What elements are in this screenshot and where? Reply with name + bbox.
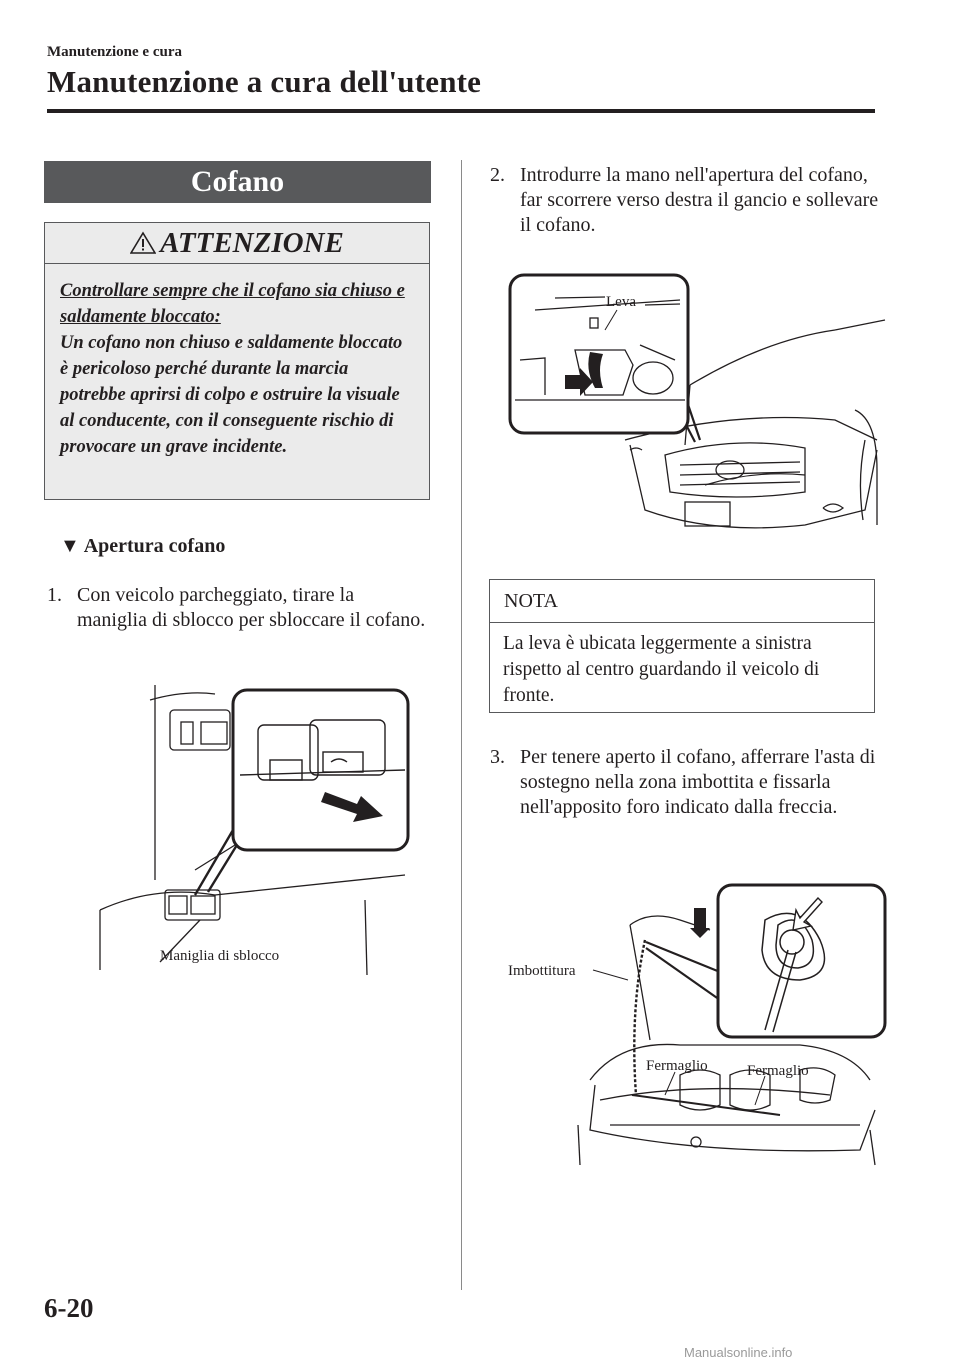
clip-label-1: Fermaglio [646, 1058, 708, 1074]
lever-label: Leva [606, 294, 636, 310]
release-handle-illustration [95, 680, 415, 975]
clip-label-2: Fermaglio [747, 1063, 809, 1079]
triangle-down-icon: ▼ [60, 535, 80, 557]
warning-box [44, 222, 430, 500]
note-heading: NOTA [490, 580, 874, 623]
note-text: La leva è ubicata leggermente a sinistra rispetto al centro guardando il veicolo di fronte. [503, 633, 820, 706]
step-text: Per tenere aperto il cofano, afferrare l'asta di sostegno nella zona imbottita e fissarla nell'apposito foro indicato dalla freccia. [520, 746, 876, 818]
warning-lead: Controllare sempre che il cofano sia chiuso e saldamente bloccato: [60, 281, 405, 327]
support-rod-illustration [500, 880, 890, 1170]
page-number: 6-20 [44, 1293, 94, 1323]
subsection-heading [60, 535, 225, 558]
step-number: 2. [490, 164, 505, 186]
column-divider [461, 160, 462, 1290]
footer-watermark: Manualsonline.info [684, 1345, 793, 1360]
page-title: Manutenzione a cura dell'utente [47, 64, 482, 99]
step-text: Introdurre la mano nell'apertura del cofano, far scorrere verso destra il gancio e sollevare il cofano. [520, 164, 879, 236]
padding-label: Imbottitura [508, 963, 576, 979]
section-title: Cofano [44, 161, 431, 203]
warning-heading: ATTENZIONE [160, 226, 344, 259]
warning-triangle-icon [130, 231, 156, 255]
step-text: Con veicolo parcheggiato, tirare la maniglia di sblocco per sbloccare il cofano. [77, 584, 426, 631]
subsection-title: Apertura cofano [83, 535, 226, 557]
warning-body [45, 264, 429, 460]
step-number: 3. [490, 746, 505, 768]
note-box [489, 579, 875, 713]
step-3 [490, 745, 880, 820]
warning-text: Un cofano non chiuso e saldamente bloccato è pericoloso perché durante la marcia potrebbe aprirsi di colpo e ostruire la visuale al conducente, con il conseguente rischio di provocare un grave incidente. [60, 333, 403, 457]
warning-header [45, 223, 429, 264]
hood-lever-illustration [505, 270, 890, 545]
header-category: Manutenzione e cura [47, 44, 182, 60]
step-1 [47, 583, 427, 633]
step-number: 1. [47, 584, 62, 606]
header-rule [47, 109, 875, 113]
release-handle-label: Maniglia di sblocco [160, 948, 280, 964]
step-2 [490, 163, 880, 238]
